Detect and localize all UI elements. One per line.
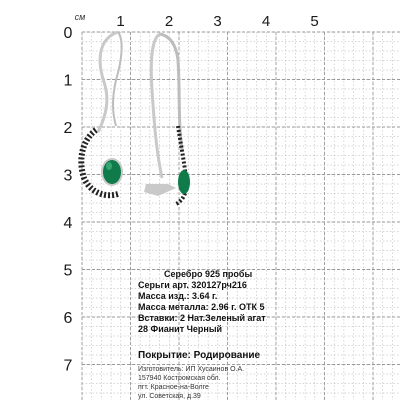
agate-highlight xyxy=(106,162,112,170)
ruler-y-label: 0 xyxy=(63,25,73,42)
ear-wire-back xyxy=(113,32,122,126)
ruler-x-label: 4 xyxy=(261,13,271,30)
manufacturer: Изготовитель: ИП Хусаинов О.А. xyxy=(138,366,245,373)
ruler-y-label: 3 xyxy=(63,167,73,185)
ruler-y-label: 6 xyxy=(63,310,73,327)
manufacturer-address-2: пгт. Красное-на-Волге xyxy=(138,384,209,391)
ruler-unit: см xyxy=(74,12,86,22)
ruler-x-label: 1 xyxy=(116,13,125,30)
inserts-line: Вставки: 2 Нат.Зеленый агат xyxy=(138,313,266,323)
ruler-x-label: 3 xyxy=(213,13,222,30)
ruler-y-label: 7 xyxy=(63,357,73,375)
manufacturer-address-1: 157940 Костромская обл. xyxy=(138,375,221,382)
ruler-y-label: 4 xyxy=(63,215,73,232)
ruler-y-label: 1 xyxy=(63,72,73,90)
coating: Покрытие: Родирование xyxy=(138,350,261,361)
agate-stone-right xyxy=(178,170,190,194)
clasp xyxy=(144,184,176,196)
metal-weight: Масса металла: 2.96 г. ОТК 5 xyxy=(138,302,265,312)
item-weight: Масса изд.: 3.64 г. xyxy=(138,291,218,301)
ruler-y-label: 5 xyxy=(63,262,73,280)
ruler-x-label: 5 xyxy=(310,13,319,30)
earring-right xyxy=(144,34,190,204)
article-number: Серьги арт. 320127рч216 xyxy=(138,280,247,290)
inserts-line-2: 28 Фианит Черный xyxy=(138,324,223,334)
ear-wire-right xyxy=(151,34,162,178)
agate-stone xyxy=(103,160,121,184)
ruler-y-label: 2 xyxy=(63,120,73,137)
ruler-x-label: 2 xyxy=(164,13,174,30)
manufacturer-address-3: ул. Советская, д.39 xyxy=(138,393,201,400)
earring-left xyxy=(81,32,123,195)
metal-purity: Серебро 925 пробы xyxy=(164,269,253,279)
